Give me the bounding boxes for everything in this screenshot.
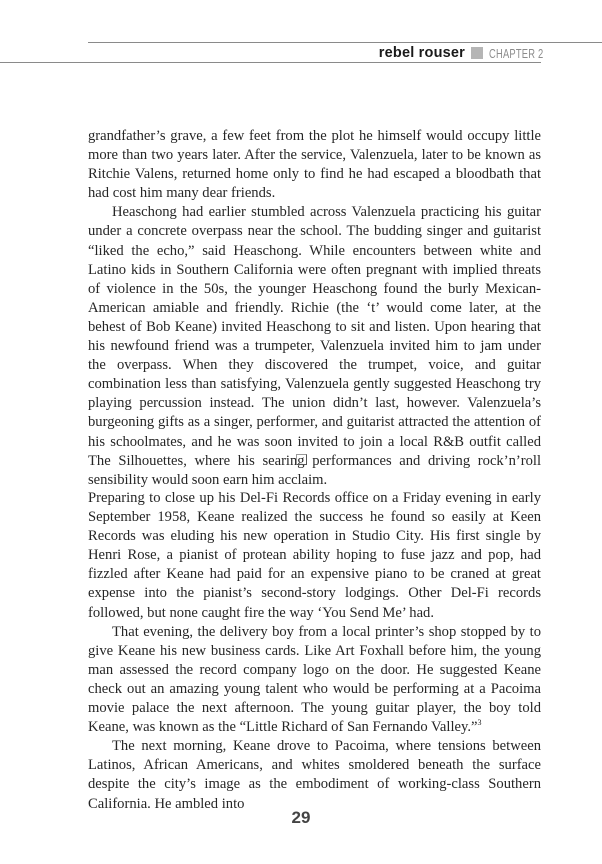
header-rule-bottom: [0, 62, 541, 63]
book-title: rebel rouser: [378, 45, 465, 61]
running-head: [378, 44, 544, 62]
paragraph: Preparing to close up his Del-Fi Records office on a Friday evening in early September 1958, Keane realized the success he found so easily at Keen Records was eluding his new operation in Studio City. His first single by Henri Rose, a pianist of protean ability hoping to fuse jazz and pop, had fizzled after Keane had paid for an expensive piano to be craned at great expense into the pianist’s second-story lodgings. Other Del-Fi records followed, but none caught fire the way ‘You Send Me’ had.: [88, 490, 541, 621]
section-break-square-icon: [296, 454, 307, 465]
body-text-section-2: [88, 489, 541, 814]
body-text-section-1: [88, 127, 541, 490]
paragraph: The next morning, Keane drove to Pacoima, where tensions between Latinos, African Americans, and whites smoldered beneath the surface despite the city’s image as the embodiment of working-class Southern California. He ambled into: [88, 738, 541, 812]
paragraph: Heaschong had earlier stumbled across Valenzuela practicing his guitar under a concrete overpass near the school. The budding singer and guitarist “liked the echo,” said Heaschong. While encounters between white and Latino kids in Southern California were often pregnant with implied threats of violence in the 50s, the younger Heaschong found the burly Mexican-American amiable and friendly. Richie (the ‘t’ would come later, at the behest of Bob Keane) invited Heaschong to sit and listen. Upon hearing that his newfound friend was a trumpeter, Valenzuela invited him to jam under the overpass. When they discovered the trumpet, voice, and guitar combination less than satisfying, Valenzuela gently suggested Heaschong try playing percussion instead. The union didn’t last, however. Valenzuela’s burgeoning gifts as a singer, performer, and guitarist attracted the attention of his schoolmates, and he was soon invited to join a local R&B outfit called The Silhouettes, where his searing performances and driving rock’n’roll sensibility would soon earn him acclaim.: [88, 204, 541, 488]
paragraph-text: That evening, the delivery boy from a local printer’s shop stopped by to give Keane his new business cards. Like Art Foxhall before him, the young man assessed the record company logo on the door. He suggested Keane check out an amazing young talent who would be performing at a Pacoima movie palace the next afternoon. The young guitar player, the boy told Keane, was known as the “Little Richard of San Fernando Valley.”: [88, 623, 541, 736]
paragraph: grandfather’s grave, a few feet from the plot he himself would occupy little more than two years later. After the service, Valenzuela, later to be known as Ritchie Valens, returned home only to find he had escaped a bloodbath that had cost him many dear friends.: [88, 128, 541, 202]
footnote-marker[interactable]: 3: [477, 718, 482, 728]
chapter-label: CHAPTER 2: [489, 45, 544, 61]
chapter-square-icon: [471, 47, 483, 59]
page-number: 29: [291, 808, 311, 827]
paragraph: [88, 623, 541, 738]
header-rule-top: [88, 42, 602, 43]
